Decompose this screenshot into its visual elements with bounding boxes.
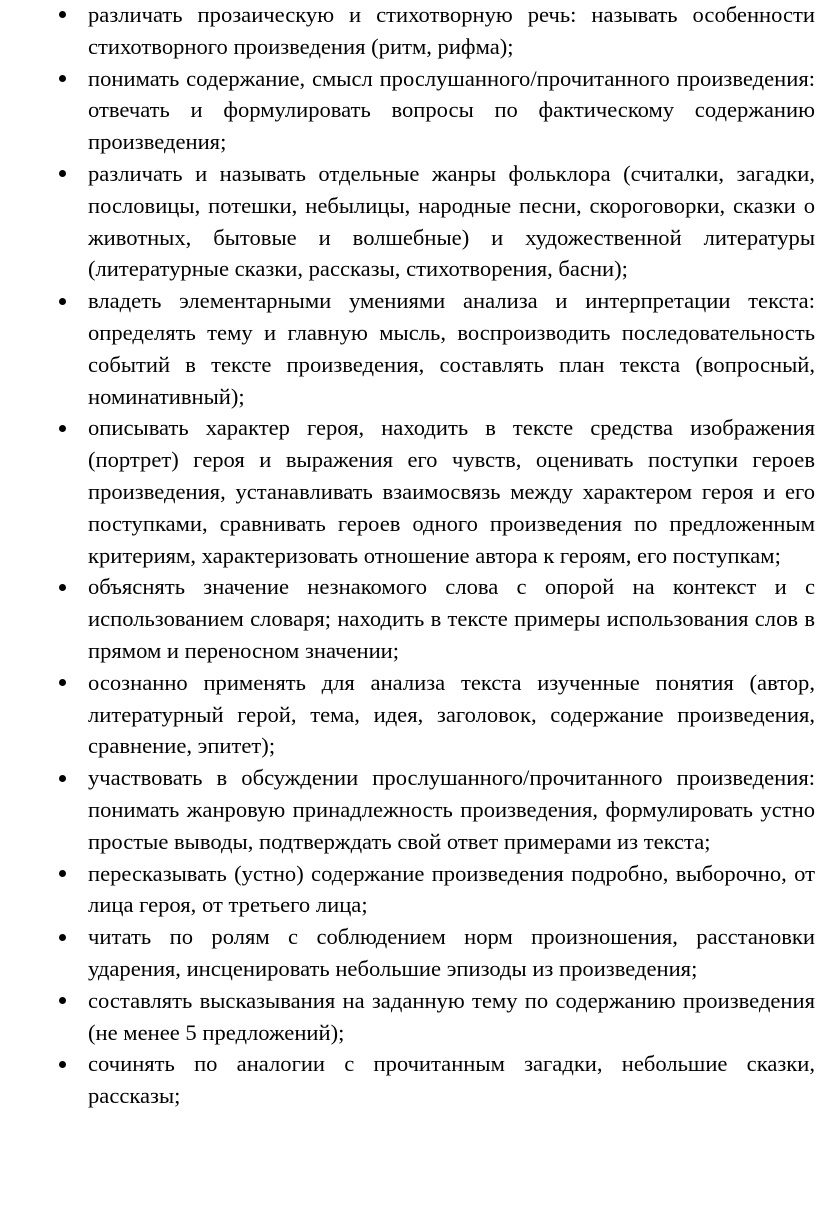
list-item-text: владеть элементарными умениями анализа и интерпретации текста: определять тему и главную мысль, воспроизводить последовательность событий в тексте произведения, составлять план текста (вопросный, номинативный); xyxy=(88,288,815,409)
list-item xyxy=(88,858,815,922)
bullet-icon xyxy=(56,0,68,31)
bullet-icon xyxy=(56,667,68,699)
list-item-text: пересказывать (устно) содержание произведения подробно, выборочно, от лица героя, от третьего лица; xyxy=(88,860,815,918)
list-item-text: читать по ролям с соблюдением норм произношения, расстановки ударения, инсценировать небольшие эпизоды из произведения; xyxy=(88,924,815,981)
list-item-text: участвовать в обсуждении прослушанного/прочитанного произведения: понимать жанровую принадлежность произведения, формулировать устно простые выводы, подтверждать свой ответ примерами из текста; xyxy=(88,765,815,854)
list-item xyxy=(88,667,815,762)
list-item-text: осознанно применять для анализа текста изученные понятия (автор, литературный герой, тема, идея, заголовок, содержание произведения, сравнение, эпитет); xyxy=(88,669,815,759)
list-item-text: различать прозаическую и стихотворную речь: называть особенности стихотворного произведения (ритм, рифма); xyxy=(88,2,815,59)
bullet-icon xyxy=(56,285,68,317)
bullet-icon xyxy=(56,985,68,1017)
list-item xyxy=(88,1048,815,1112)
bullet-icon xyxy=(56,63,68,95)
list-item xyxy=(88,63,815,158)
bullet-icon xyxy=(56,158,68,190)
list-item xyxy=(88,921,815,985)
list-item-text: различать и называть отдельные жанры фольклора (считалки, загадки, пословицы, потешки, небылицы, народные песни, скороговорки, сказки о животных, бытовые и волшебные) и художественной литературы (литературные сказки, рассказы, стихотворения, басни); xyxy=(88,160,815,282)
bullet-icon xyxy=(56,762,68,794)
list-item-text: сочинять по аналогии с прочитанным загадки, небольшие сказки, рассказы; xyxy=(88,1051,815,1109)
list-item xyxy=(88,985,815,1049)
list-item xyxy=(88,571,815,666)
list-item-text: составлять высказывания на заданную тему по содержанию произведения (не менее 5 предложений); xyxy=(88,987,815,1045)
bullet-icon xyxy=(56,412,68,444)
requirements-list xyxy=(88,0,815,1112)
bullet-icon xyxy=(56,571,68,603)
bullet-icon xyxy=(56,921,68,953)
bullet-icon xyxy=(56,1048,68,1080)
list-item-text: описывать характер героя, находить в тексте средства изображения (портрет) героя и выражения его чувств, оценивать поступки героев произведения, устанавливать взаимосвязь между характером героя и его поступками, сравнивать героев одного произведения по предложенным критериям, характеризовать отношение автора к героям, его поступкам; xyxy=(88,415,815,568)
list-item xyxy=(88,762,815,857)
list-item xyxy=(88,0,815,63)
list-item-text: понимать содержание, смысл прослушанного/прочитанного произведения: отвечать и формулировать вопросы по фактическому содержанию произведения; xyxy=(88,65,815,155)
list-item-text: объяснять значение незнакомого слова с опорой на контекст и с использованием словаря; находить в тексте примеры использования слов в прямом и переносном значении; xyxy=(88,574,815,663)
list-item xyxy=(88,285,815,412)
list-item xyxy=(88,158,815,285)
bullet-icon xyxy=(56,858,68,890)
list-item xyxy=(88,412,815,571)
